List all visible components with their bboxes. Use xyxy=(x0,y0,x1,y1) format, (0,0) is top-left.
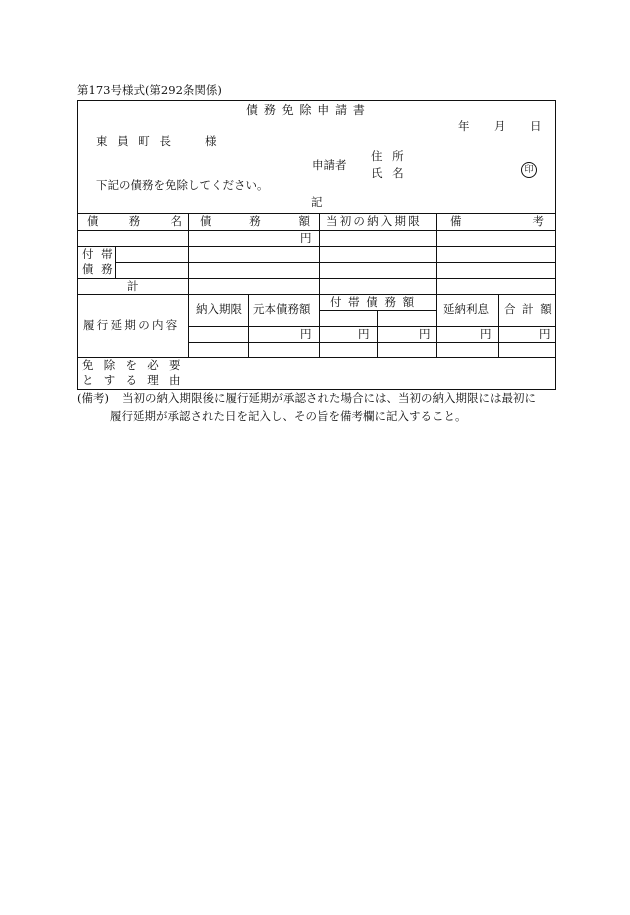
attached-debt-label-2: 債 務 xyxy=(82,262,115,276)
row-line xyxy=(77,294,556,295)
form-title: 債 務 免 除 申 請 書 xyxy=(246,103,366,117)
ext-late-interest-yen: 円 xyxy=(480,327,492,341)
date-year-label: 年 xyxy=(458,119,470,133)
ext-principal-yen: 円 xyxy=(300,327,312,341)
date-month-label: 月 xyxy=(494,119,506,133)
reason-label-line1: 免 除 を 必 要 xyxy=(82,358,184,372)
col-line xyxy=(498,294,499,358)
ki-label: 記 xyxy=(311,195,323,209)
row-line xyxy=(188,342,556,343)
ext-attached-yen-1: 円 xyxy=(358,327,370,341)
addressee: 東 員 町 長 xyxy=(96,134,174,148)
header-original-deadline: 当初の納入期限 xyxy=(326,214,422,228)
col-line xyxy=(436,213,437,295)
honorific: 様 xyxy=(205,134,217,148)
attached-debt-label-1: 付 帯 xyxy=(82,247,115,261)
row-line xyxy=(188,326,556,327)
row-line xyxy=(115,262,556,263)
address-label: 住 所 xyxy=(371,149,407,163)
col-line xyxy=(319,294,320,358)
name-label: 氏 名 xyxy=(371,166,407,180)
ext-attached-debt-header: 付 帯 債 務 額 xyxy=(330,295,416,309)
row-line xyxy=(77,278,556,279)
total-label: 計 xyxy=(127,279,139,293)
header-row-line xyxy=(77,230,556,231)
col-line xyxy=(115,246,116,278)
form-number: 第173号様式(第292条関係) xyxy=(77,83,222,97)
debt-amount-yen: 円 xyxy=(300,231,312,245)
ext-total-header: 合 計 額 xyxy=(504,302,554,316)
notes-label: (備考) xyxy=(77,391,109,405)
notes-line2: 履行延期が承認された日を記入し、その旨を備考欄に記入すること。 xyxy=(110,409,467,423)
col-line xyxy=(377,310,378,358)
col-line xyxy=(436,294,437,358)
row-line xyxy=(77,246,556,247)
extension-label: 履行延期の内容 xyxy=(83,318,180,332)
ext-total-yen: 円 xyxy=(539,327,551,341)
reason-label-line2: と す る 理 由 xyxy=(82,373,184,387)
ext-attached-yen-2: 円 xyxy=(419,327,431,341)
ext-payment-deadline-header: 納入期限 xyxy=(196,302,242,316)
header-remarks: 備 考 xyxy=(450,214,544,228)
header-debt-name: 債 務 名 xyxy=(87,214,182,228)
ext-late-interest-header: 延納利息 xyxy=(443,302,489,316)
date-day-label: 日 xyxy=(530,119,542,133)
seal-icon: 印 xyxy=(521,162,537,178)
col-line xyxy=(188,213,189,358)
notes-line1: 当初の納入期限後に履行延期が承認された場合には、当初の納入期限には最初に xyxy=(122,391,536,405)
col-line xyxy=(319,213,320,295)
col-line xyxy=(248,294,249,358)
request-text: 下記の債務を免除してください。 xyxy=(96,178,269,192)
header-debt-amount: 債 務 額 xyxy=(200,214,310,228)
applicant-label: 申請者 xyxy=(312,158,347,172)
ext-principal-header: 元本債務額 xyxy=(253,302,311,316)
